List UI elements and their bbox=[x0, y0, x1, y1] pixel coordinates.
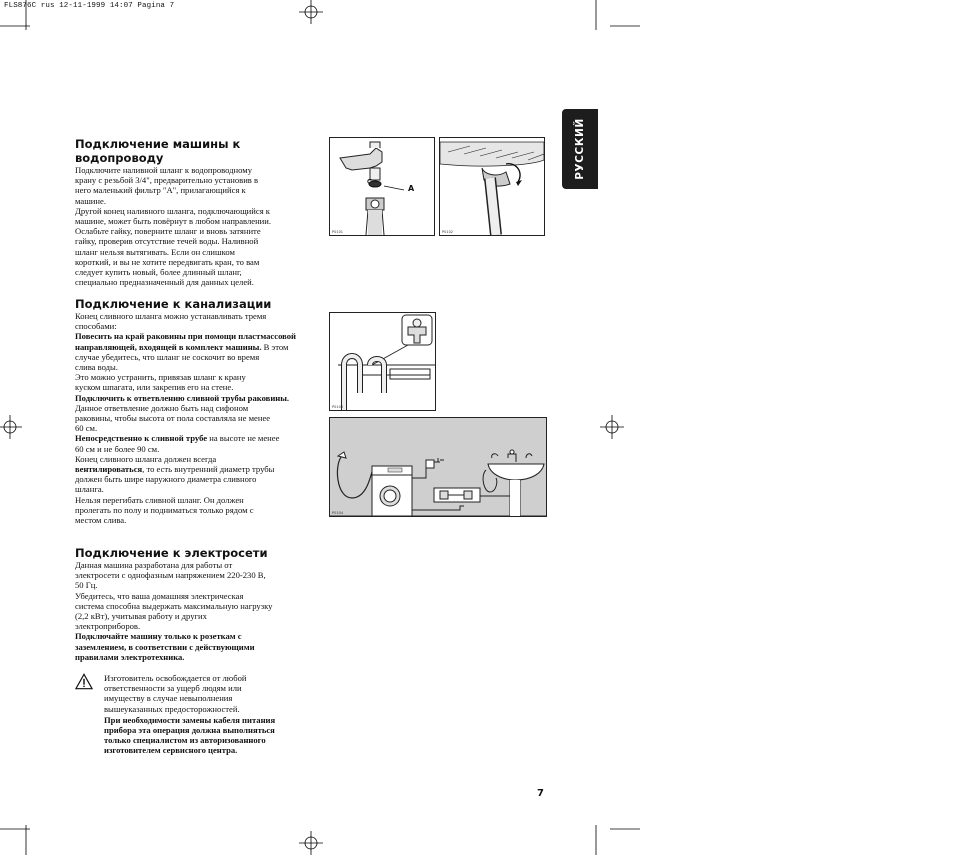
s2-line: 60 см. bbox=[75, 423, 98, 434]
s2-line: пролегать по полу и подниматься только рядом с bbox=[75, 504, 254, 515]
figure-drain-options bbox=[329, 417, 547, 517]
s2-line: Данное ответвление должно быть над сифоном bbox=[75, 402, 249, 413]
warn-line: вышеуказанных предосторожностей. bbox=[104, 703, 240, 714]
s2-bold: вентилироваться bbox=[75, 464, 143, 475]
s2-bold-line: Подключить к ответвлению сливной трубы раковины. bbox=[75, 392, 290, 403]
s1-line: следует купить новый, более длинный шланг, bbox=[75, 267, 242, 278]
hose-machine-illustration bbox=[440, 138, 544, 235]
s2-text: на высоте не менее bbox=[207, 433, 280, 444]
s2-line: Нельзя перегибать сливной шланг. Он должен bbox=[75, 494, 244, 505]
s1-line: машине. bbox=[75, 195, 106, 206]
s2-line: раковины, чтобы высота от пола составляла не менее bbox=[75, 413, 271, 424]
s2-line: Конец сливного шланга можно устанавливать тремя bbox=[75, 311, 267, 321]
s3-line: 50 Гц. bbox=[75, 580, 98, 591]
section-electric-connection bbox=[75, 546, 311, 662]
s3-line: электросети с однофазным напряжением 220-230 В, bbox=[75, 570, 266, 581]
figure-number: P0102 bbox=[442, 230, 454, 234]
figure-sink-hose bbox=[329, 312, 436, 411]
s3-line: Убедитесь, что ваша домашняя электрическая bbox=[75, 590, 244, 601]
s2-bold: Непосредственно к сливной трубе bbox=[75, 433, 208, 444]
page-number: 7 bbox=[537, 788, 544, 799]
s2-text: В этом bbox=[261, 341, 289, 352]
warn-line: имуществу в случае невыполнения bbox=[104, 693, 233, 704]
section-water-connection bbox=[75, 137, 311, 287]
s3-bold-line: правилами электротехника. bbox=[75, 651, 185, 662]
s1-line: него маленький фильтр "A", прилагающийся к bbox=[75, 185, 246, 196]
figure-number: P0101 bbox=[332, 230, 344, 234]
section-drain-connection bbox=[75, 297, 311, 525]
s1-line: Подключите наливной шланг к водопроводному bbox=[75, 165, 253, 175]
s1-line: Ослабьте гайку, поверните шланг и вновь затяните bbox=[75, 226, 261, 237]
s3-line: Данная машина разработана для работы от bbox=[75, 560, 233, 570]
s2-line: случае убедитесь, что шланг не соскочит во время bbox=[75, 351, 260, 362]
section3-title: Подключение к электросети bbox=[75, 546, 268, 560]
s1-line: машине, может быть повёрнут в любом направлении. bbox=[75, 216, 272, 227]
drain-options-illustration bbox=[330, 418, 546, 516]
s1-line: специально предназначенный для данных целей. bbox=[75, 277, 254, 288]
figure-hose-machine bbox=[439, 137, 545, 236]
s1-line: короткий, и вы не хотите передвигать кран, то вам bbox=[75, 256, 260, 267]
filter-label: A bbox=[408, 184, 415, 193]
s1-line: Другой конец наливного шланга, подключающийся к bbox=[75, 205, 270, 216]
language-tab bbox=[562, 109, 598, 189]
s3-bold-line: заземлением, в соответствии с действующими bbox=[75, 641, 255, 652]
warn-bold-line: При необходимости замены кабеля питания bbox=[104, 714, 276, 725]
s2-line: Конец сливного шланга должен всегда bbox=[75, 453, 217, 464]
warn-line: Изготовитель освобождается от любой bbox=[104, 673, 247, 683]
warn-line: ответственности за ущерб людям или bbox=[104, 683, 242, 694]
section1-title-line1: Подключение машины к bbox=[75, 137, 241, 151]
s3-bold-line: Подключайте машину только к розеткам с bbox=[75, 631, 242, 642]
s1-line: крану с резьбой 3/4", предварительно установив в bbox=[75, 175, 259, 186]
s3-line: (2,2 кВт), учитывая работу и других bbox=[75, 611, 207, 622]
s2-line: местом слива. bbox=[75, 515, 127, 526]
figure-tap-filter bbox=[329, 137, 435, 236]
s2-bold: направляющей, входящей в комплект машины. bbox=[75, 341, 262, 352]
warn-bold-line: только специалистом из авторизованного bbox=[104, 735, 266, 746]
section1-title-line2: водопроводу bbox=[75, 151, 164, 165]
sink-hose-illustration bbox=[330, 313, 435, 410]
s2-bold-line: Повесить на край раковины при помощи пластмассовой bbox=[75, 331, 296, 342]
s2-line: куском шпагата, или закрепив его на стене. bbox=[75, 382, 234, 393]
s2-line: шланга. bbox=[75, 484, 104, 495]
figure-number: P0104 bbox=[332, 511, 344, 515]
warning-text bbox=[104, 673, 314, 756]
s2-line: Это можно устранить, привязав шланг к крану bbox=[75, 372, 246, 383]
s2-line: 60 см и не более 90 см. bbox=[75, 443, 160, 454]
s3-line: система способна выдержать максимальную нагрузку bbox=[75, 600, 273, 611]
section2-title: Подключение к канализации bbox=[75, 297, 272, 311]
s2-line: слива воды. bbox=[75, 362, 118, 373]
language-tab-label: РУССКИЙ bbox=[574, 118, 586, 180]
print-header: FLS876C rus 12-11-1999 14:07 Pagina 7 bbox=[4, 2, 175, 10]
s1-line: шланг нельзя вытягивать. Если он слишком bbox=[75, 246, 235, 257]
s2-text: , то есть внутренний диаметр трубы bbox=[142, 464, 275, 475]
warning-icon bbox=[75, 673, 93, 690]
figure-number: P0103 bbox=[332, 405, 344, 409]
s2-line: должен быть шире наружного диаметра сливного bbox=[75, 474, 257, 485]
warn-bold-line: прибора эта операция должна выполняться bbox=[104, 725, 275, 736]
s3-line: электроприборов. bbox=[75, 621, 141, 632]
s2-line: способами: bbox=[75, 321, 117, 332]
warn-bold-line: изготовителем сервисного центра. bbox=[104, 745, 238, 756]
tap-filter-illustration bbox=[330, 138, 434, 235]
s1-line: гайку, проверив отсутствие течей воды. Наливной bbox=[75, 236, 259, 247]
